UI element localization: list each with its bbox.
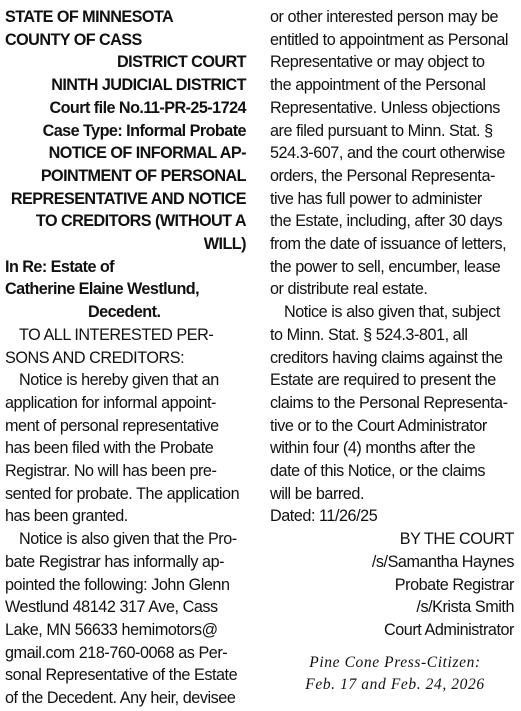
body-line: sented for probate. The application — [5, 484, 240, 503]
body-line: bate Registrar has informally ap- — [5, 552, 225, 571]
body-line: Notice is hereby given that an — [19, 371, 219, 390]
court-line: DISTRICT COURT — [117, 53, 246, 72]
notice-title-line: TO CREDITORS (WITHOUT A — [35, 212, 246, 231]
body-line: or other interested person may be — [270, 8, 499, 26]
registrar-title: Probate Registrar — [394, 575, 514, 594]
court-file-number: Court file No.11-PR-25-1724 — [49, 98, 246, 117]
body-line: Westlund 48142 317 Ave, Cass — [5, 598, 218, 617]
administrator-title: Court Administrator — [384, 620, 514, 639]
body-line: date of this Notice, or the claims — [270, 462, 486, 481]
state-line: STATE OF MINNESOTA — [5, 8, 174, 26]
body-line: pointed the following: John Glenn — [5, 575, 230, 594]
body-line: ment of personal representative — [5, 416, 219, 435]
notice-title-line: NOTICE OF INFORMAL AP- — [48, 144, 246, 163]
decedent-label: Decedent. — [88, 303, 161, 322]
district-line: NINTH JUDICIAL DISTRICT — [51, 76, 246, 95]
body-line: or distribute real estate. — [270, 280, 428, 299]
body-line: tive or to the Court Administrator — [270, 416, 487, 435]
body-line: TO ALL INTERESTED PER- — [19, 325, 214, 344]
body-line: of the Decedent. Any heir, devisee — [5, 689, 236, 708]
case-type: Case Type: Informal Probate — [42, 121, 246, 140]
by-the-court: BY THE COURT — [399, 530, 514, 549]
body-line: Representative. Unless objections — [270, 98, 500, 117]
publication-footer — [270, 652, 520, 696]
right-column — [270, 6, 514, 642]
body-line: Lake, MN 56633 hemimotors@ — [5, 620, 218, 639]
body-line: sonal Representative of the Estate — [5, 666, 238, 685]
body-line: will be barred. — [270, 484, 365, 503]
body-line: Representative or may object to — [270, 53, 485, 72]
body-line: are filed pursuant to Minn. Stat. § — [270, 121, 493, 140]
body-line: orders, the Personal Representa- — [270, 166, 495, 185]
notice-title-line: WILL) — [203, 235, 246, 254]
publication-dates: Feb. 17 and Feb. 24, 2026 — [305, 676, 485, 693]
body-line: Notice is also given that, subject — [284, 303, 500, 322]
registrar-signature: /s/Samantha Haynes — [371, 552, 514, 571]
left-column — [5, 6, 246, 710]
body-line: entitled to appointment as Personal — [270, 30, 509, 49]
notice-title-line: REPRESENTATIVE AND NOTICE — [10, 189, 246, 208]
body-line: creditors having claims against the — [270, 348, 503, 367]
county-line: COUNTY OF CASS — [5, 30, 142, 49]
publication-paper: Pine Cone Press-Citizen: — [309, 654, 481, 671]
body-line: has been filed with the Probate — [5, 439, 214, 458]
body-line: has been granted. — [5, 507, 128, 526]
body-line: within four (4) months after the — [270, 439, 476, 458]
dated-line: Dated: 11/26/25 — [270, 507, 378, 526]
body-line: claims to the Personal Representa- — [270, 393, 508, 412]
notice-title-line: POINTMENT OF PERSONAL — [40, 166, 246, 185]
body-line: to Minn. Stat. § 524.3-801, all — [270, 325, 468, 344]
decedent-name: Catherine Elaine Westlund, — [5, 280, 200, 299]
body-line: Notice is also given that the Pro- — [19, 530, 237, 549]
body-line: application for informal appoint- — [5, 393, 217, 412]
body-line: Estate are required to present the — [270, 371, 496, 390]
body-line: the power to sell, encumber, lease — [270, 257, 501, 276]
administrator-signature: /s/Krista Smith — [416, 598, 514, 617]
body-line: gmail.com 218-760-0068 as Per- — [5, 643, 228, 662]
body-line: SONS AND CREDITORS: — [5, 348, 185, 367]
body-line: tive has full power to administer — [270, 189, 482, 208]
body-line: the Estate, including, after 30 days — [270, 212, 503, 231]
body-line: 524.3-607, and the court otherwise — [270, 144, 505, 163]
body-line: the appointment of the Personal — [270, 76, 486, 95]
body-line: Registrar. No will has been pre- — [5, 462, 217, 481]
body-line: from the date of issuance of letters, — [270, 235, 507, 254]
in-re-line: In Re: Estate of — [5, 257, 115, 276]
